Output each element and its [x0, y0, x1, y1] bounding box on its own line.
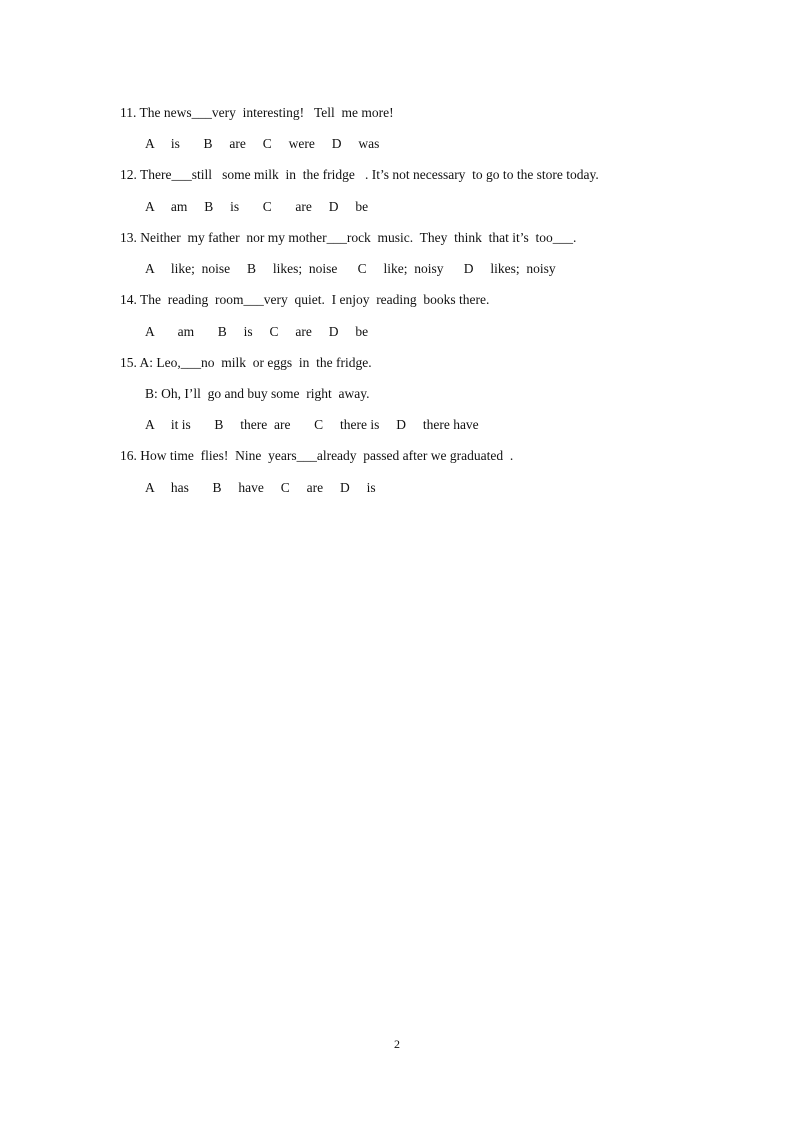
question-16-stem: 16. How time flies! Nine years___already passed after we graduated . — [120, 448, 514, 463]
question-13-stem: 13. Neither my father nor my mother___rock music. They think that it’s too___. — [120, 230, 577, 245]
question-15-options: A it is B there are C there is D there have — [145, 417, 479, 432]
question-16-options: A has B have C are D is — [145, 480, 376, 495]
question-14-stem: 14. The reading room___very quiet. I enjoy reading books there. — [120, 292, 490, 307]
question-13-options: A like; noise B likes; noise C like; noisy D likes; noisy — [145, 261, 556, 276]
question-14-options: A am B is C are D be — [145, 324, 369, 339]
question-15-stem: 15. A: Leo,___no milk or eggs in the fridge. — [120, 355, 372, 370]
question-11-stem: 11. The news___very interesting! Tell me more! — [120, 105, 394, 120]
question-12-options: A am B is C are D be — [145, 199, 369, 214]
question-15-dialogue-b: B: Oh, I’ll go and buy some right away. — [145, 386, 370, 401]
question-11-options: A is B are C were D was — [145, 136, 380, 151]
question-12-stem: 12. There___still some milk in the fridge . It’s not necessary to go to the store today. — [120, 167, 599, 182]
page-number: 2 — [394, 1037, 400, 1051]
